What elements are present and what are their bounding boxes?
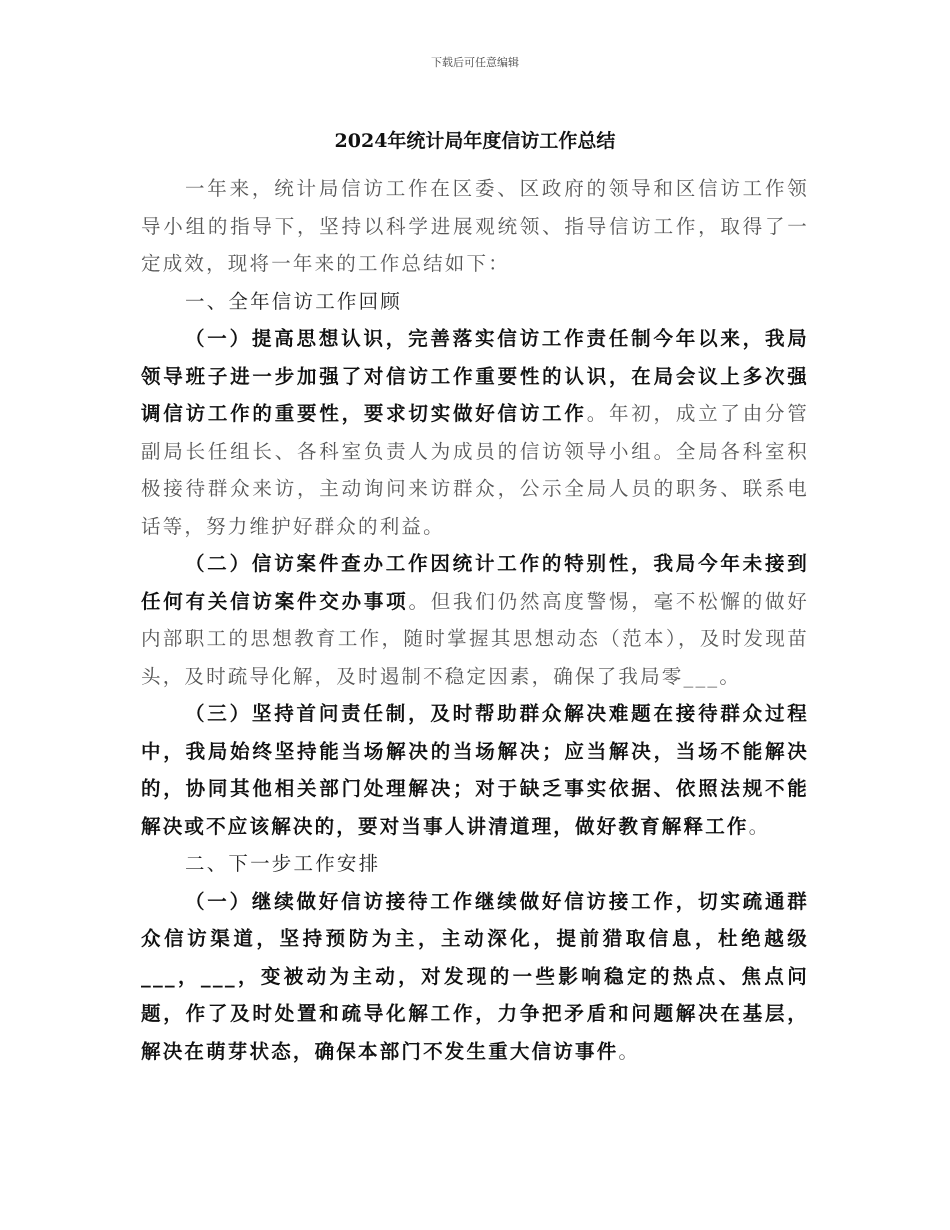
intro-paragraph [141, 170, 809, 283]
paragraph-3-text: 。 [748, 814, 771, 838]
paragraph-1 [141, 320, 809, 545]
section-heading-1: 一、全年信访工作回顾 [185, 289, 403, 313]
paragraph-1-text: 。年初，成立了由分管副局长任组长、各科室负责人为成员的信访领导小组。全局各科室积极接待群众来访，主动询问来访群众，公示全局人员的职务、联系电话等，努力维护好群众的利益。 [141, 402, 809, 538]
paragraph-1-bold: （一）提高思想认识，完善落实信访工作责任制今年以来，我局领导班子进一步加强了对信访工作重要性的认识，在局会议上多次强调信访工作的重要性，要求切实做好信访工作 [141, 327, 809, 425]
section-heading-2: 二、下一步工作安排 [185, 852, 381, 875]
paragraph-2 [141, 545, 809, 695]
intro-text: 一年来，统计局信访工作在区委、区政府的领导和区信访工作领导小组的指导下，坚持以科学进展观统领、指导信访工作，取得了一定成效，现将一年来的工作总结如下： [141, 177, 809, 275]
paragraph-3-bold: （三）坚持首问责任制，及时帮助群众解决难题在接待群众过程中，我局始终坚持能当场解决的当场解决；应当解决，当场不能解决的，协同其他相关部门处理解决；对于缺乏事实依据、依照法规不能解决或不应该解决的，要对当事人讲清道理，做好教育解释工作 [141, 702, 809, 838]
document-title: 2024年统计局年度信访工作总结 [334, 130, 616, 152]
paragraph-4-bold: （一）继续做好信访接待工作继续做好信访接工作，切实疏通群众信访渠道，坚持预防为主，主动深化，提前猎取信息，杜绝越级___，___，变被动为主动，对发现的一些影响稳定的热点、焦点问题，作了及时处置和疏导化解工作，力争把矛盾和问题解决在基层，解决在萌芽状态，确保本部门不发生重大信访事件 [141, 889, 809, 1063]
header-note: 下载后可任意编辑 [431, 56, 519, 69]
paragraph-2-bold: （二）信访案件查办工作因统计工作的特别性，我局今年未接到任何有关信访案件交办事项 [141, 552, 809, 613]
paragraph-4-text: 。 [618, 1039, 641, 1063]
document-body [141, 170, 809, 1070]
paragraph-3 [141, 695, 809, 845]
paragraph-4 [141, 883, 809, 1071]
paragraph-2-text: 。但我们仍然高度警惕，毫不松懈的做好内部职工的思想教育工作，随时掌握其思想动态（范本），及时发现苗头，及时疏导化解，及时遏制不稳定因素，确保了我局零___。 [141, 589, 809, 688]
